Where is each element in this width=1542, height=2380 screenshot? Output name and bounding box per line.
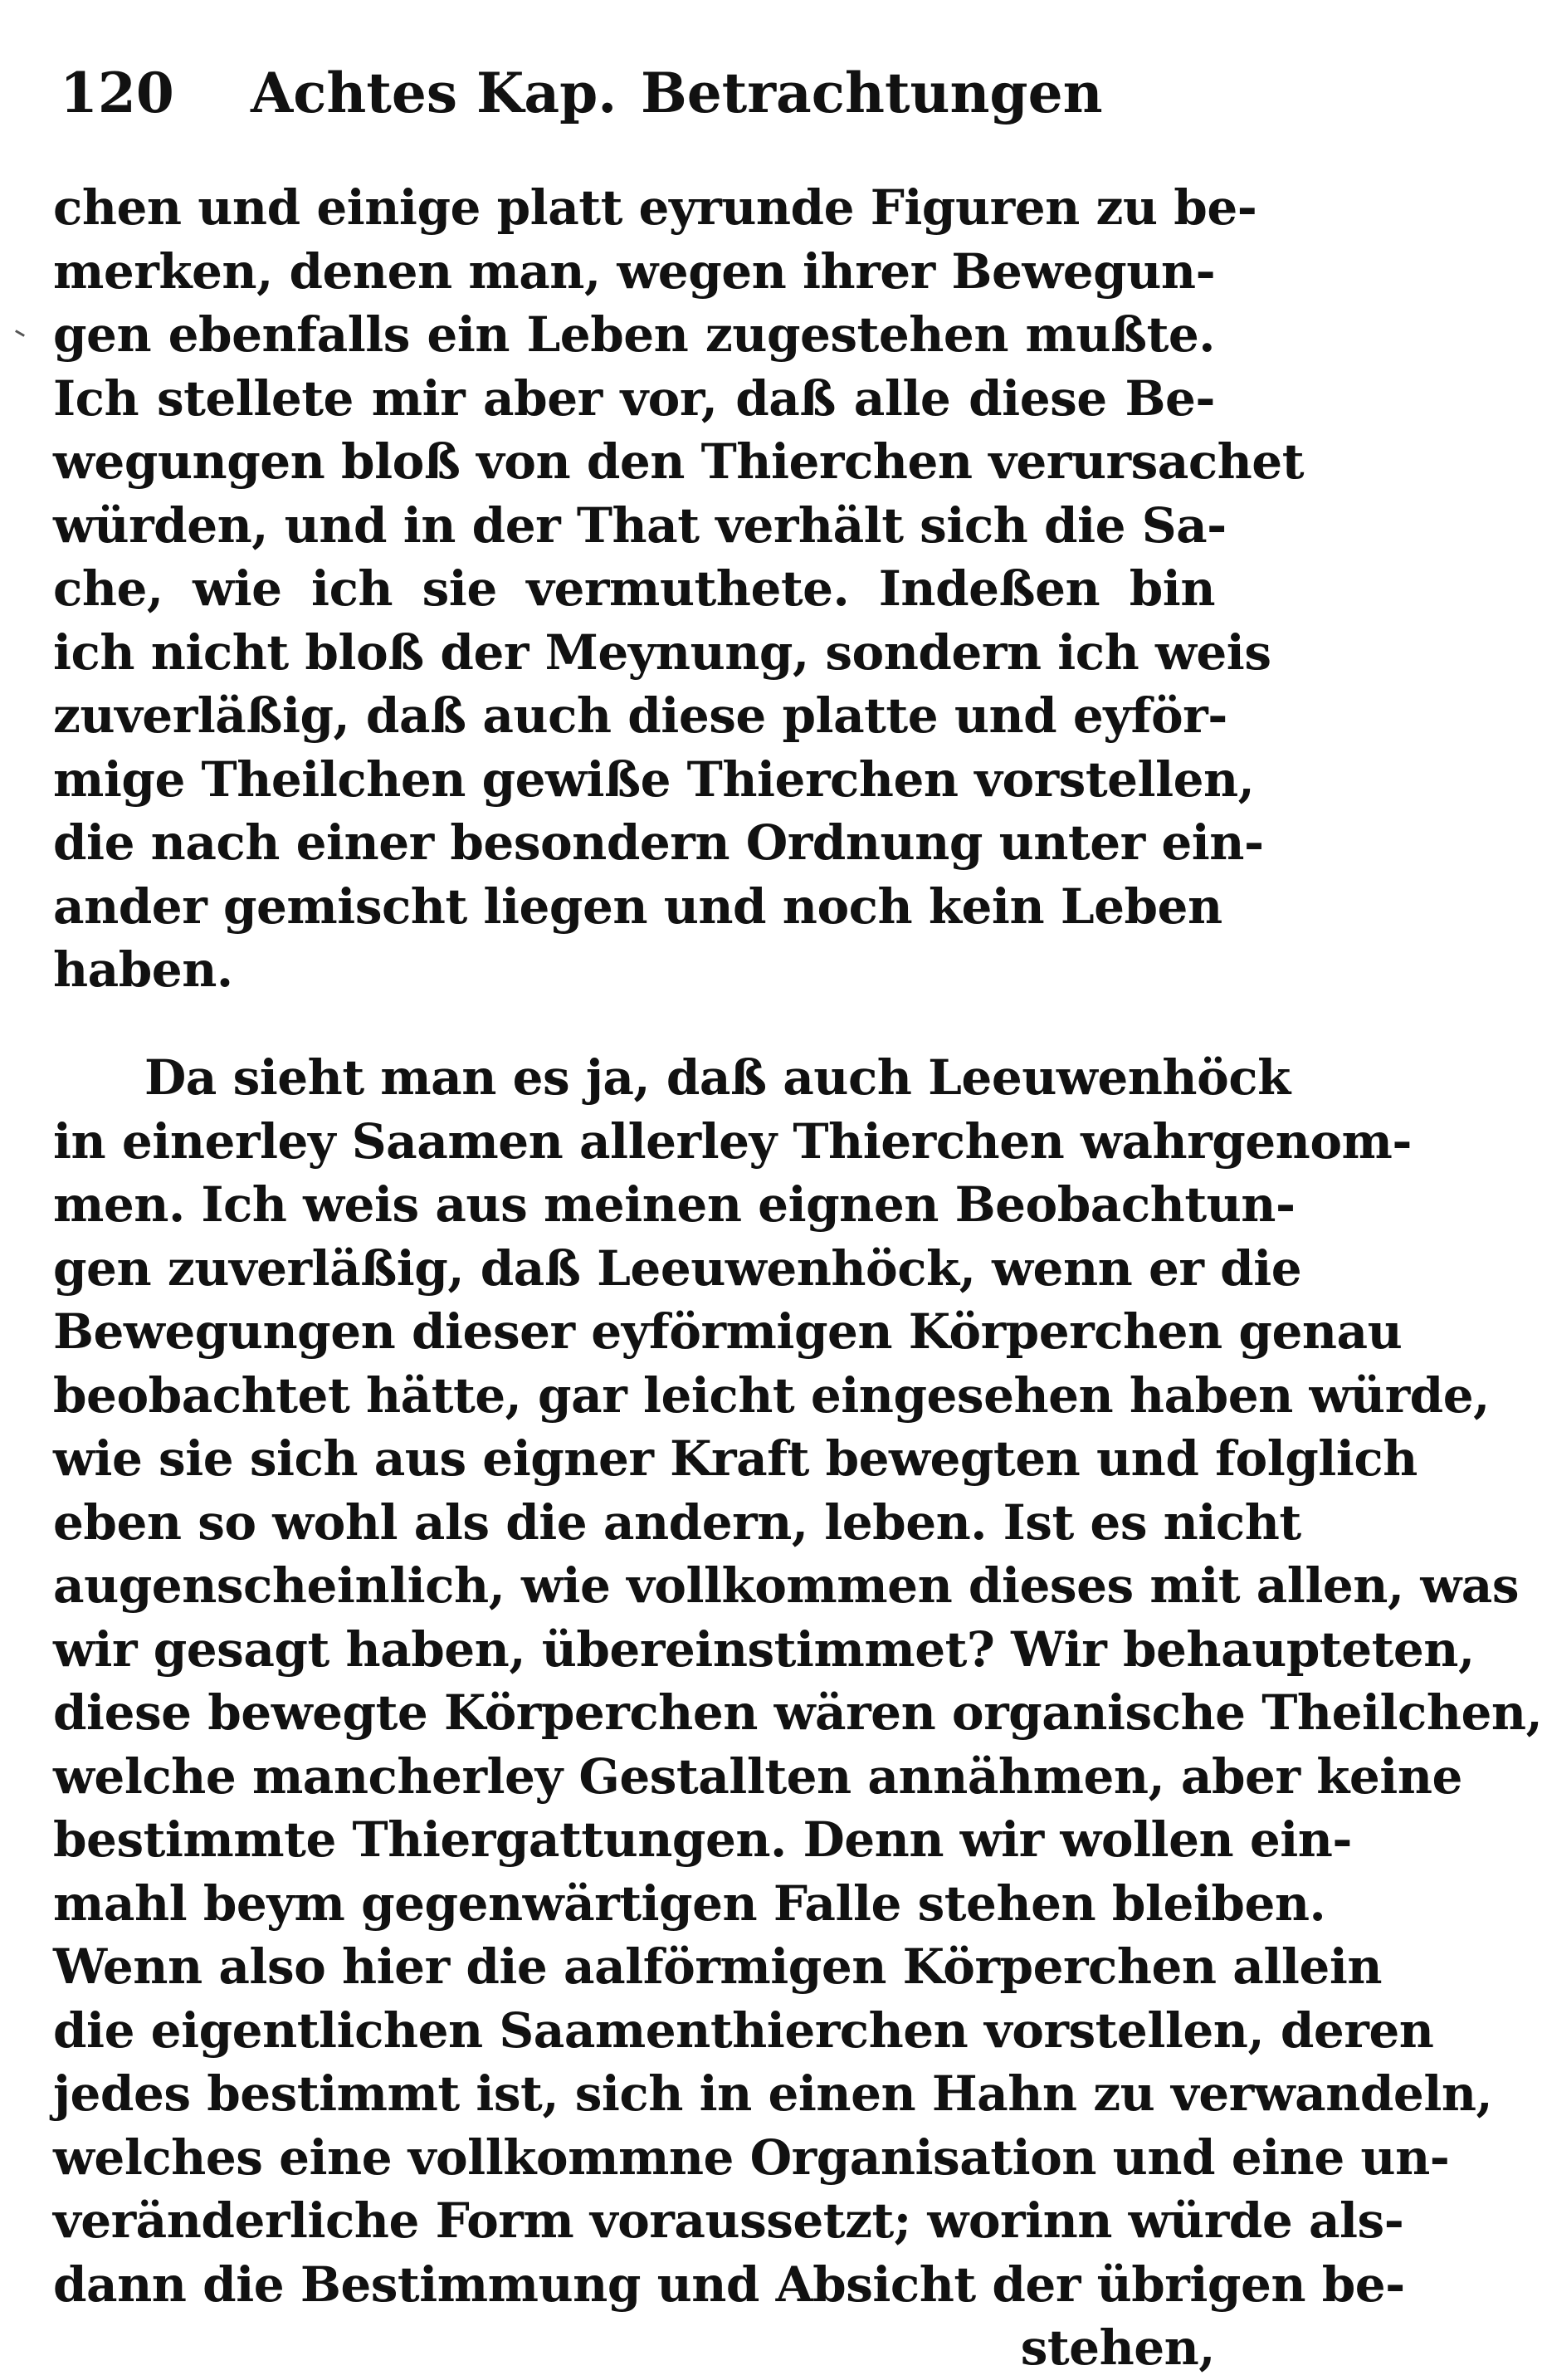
text-line: haben. [53,941,233,998]
running-title: Betrachtungen [641,61,1103,125]
text-line: gen ebenfalls ein Leben zugestehen mußte. [53,306,1215,363]
text-line: in einerley Saamen allerley Thierchen wahrgenom- [53,1112,1412,1170]
text-line: augenscheinlich, wie vollkommen dieses mit allen, was [53,1557,1519,1614]
text-line: men. Ich weis aus meinen eignen Beobachtun- [53,1176,1296,1233]
text-line: zuverläßig, daß auch diese platte und eyför- [53,687,1227,744]
text-line: bestimmte Thiergattungen. Denn wir wollen ein- [53,1811,1353,1868]
text-line: welches eine vollkommne Organisation und eine un- [53,2128,1450,2186]
text-line: welche mancherley Gestallten annähmen, aber keine [53,1747,1462,1805]
page-number: 120 [60,61,174,125]
text-line: mahl beym gegenwärtigen Falle stehen bleiben. [53,1874,1326,1932]
text-line: eben so wohl als die andern, leben. Ist es nicht [53,1493,1301,1551]
chapter-label: Achtes Kap. [251,61,617,125]
text-line: Da sieht man es ja, daß auch Leeuwenhöck [144,1049,1291,1106]
text-line: wegungen bloß von den Thierchen verursachet [53,433,1305,490]
text-line: dann die Bestimmung und Absicht der übrigen be- [53,2255,1405,2313]
text-line: Ich stellete mir aber vor, daß alle diese Be- [53,369,1215,427]
text-line: mige Theilchen gewiße Thierchen vorstellen, [53,750,1255,808]
text-line: ich nicht bloß der Meynung, sondern ich weis [53,623,1271,681]
catchword: stehen, [1020,2319,1215,2376]
text-line: würden, und in der That verhält sich die Sa- [53,496,1227,554]
text-line: Bewegungen dieser eyförmigen Körperchen genau [53,1303,1403,1360]
text-line: Wenn also hier die aalförmigen Körperchen allein [53,1938,1383,1995]
text-line: chen und einige platt eyrunde Figuren zu be- [53,179,1257,236]
text-line: che, wie ich sie vermuthete. Indeßen bin [53,560,1215,617]
text-line: wie sie sich aus eigner Kraft bewegten und folglich [53,1430,1418,1487]
text-line: veränderliche Form voraussetzt; worinn würde als- [53,2192,1404,2249]
text-line: beobachtet hätte, gar leicht eingesehen haben würde, [53,1366,1490,1424]
text-line: wir gesagt haben, übereinstimmet? Wir behaupteten, [53,1620,1475,1678]
text-line: ander gemischt liegen und noch kein Leben [53,877,1222,935]
text-line: diese bewegte Körperchen wären organische Theilchen, [53,1684,1542,1741]
text-line: die eigentlichen Saamenthierchen vorstellen, deren [53,2001,1434,2059]
running-header [60,51,1222,134]
text-line: jedes bestimmt ist, sich in einen Hahn zu verwandeln, [53,2065,1493,2122]
paragraph-1 [53,176,1305,1002]
text-line: die nach einer besondern Ordnung unter ein- [53,814,1264,871]
text-line: gen zuverläßig, daß Leeuwenhöck, wenn er die [53,1239,1302,1297]
margin-mark [15,330,25,337]
text-line: merken, denen man, wegen ihrer Bewegun- [53,242,1216,300]
paragraph-2 [53,1046,1542,2380]
